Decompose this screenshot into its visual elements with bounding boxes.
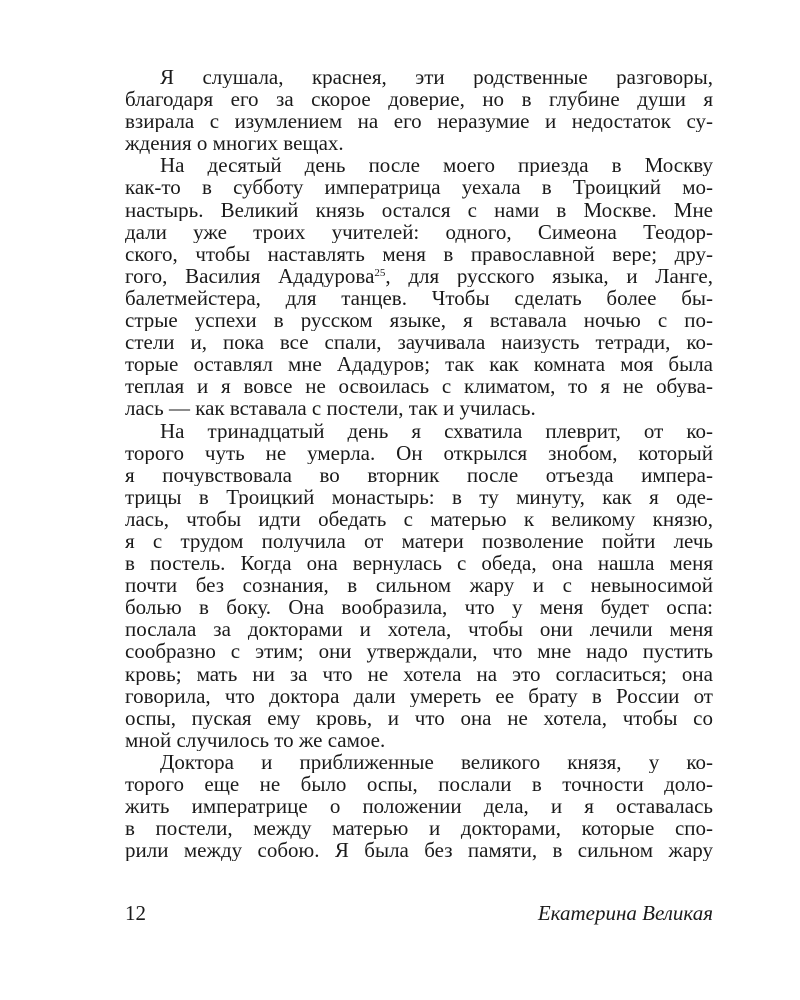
text-line: торого чуть не умерла. Он открылся знобом, который: [125, 441, 713, 464]
text-line: торого еще не было оспы, послали в точности доло-: [125, 773, 713, 796]
running-title: Екатерина Великая: [537, 901, 713, 925]
text-line: говорила, что доктора дали умереть ее брату в России от: [125, 684, 713, 707]
text-segment: , для русского языка, и Ланге,: [385, 264, 713, 287]
paragraph-1: [125, 66, 713, 154]
text-line: Я слушала, краснея, эти родственные разговоры,: [160, 66, 713, 89]
paragraph-3: [125, 420, 713, 751]
text-line: взирала с изумлением на его неразумие и недостаток су-: [125, 110, 713, 133]
text-line: послала за докторами и хотела, чтобы они лечили меня: [125, 618, 713, 641]
footnote-marker[interactable]: 25: [374, 266, 386, 279]
text-line: стрые успехи в русском языке, я вставала ночью с по-: [125, 309, 713, 332]
text-line: я почувствовала во вторник после отъезда импера-: [125, 463, 713, 486]
text-line: болью в боку. Она вообразила, что у меня будет оспа:: [125, 596, 713, 619]
text-line: На тринадцатый день я схватила плеврит, от ко-: [160, 419, 713, 442]
text-segment: гого, Василия Ададурова: [125, 264, 375, 287]
text-line: мной случилось то же самое.: [125, 728, 386, 751]
text-line: торые оставлял мне Ададуров; так как комната моя была: [125, 353, 713, 376]
text-line-with-footnote: [125, 265, 713, 287]
page-footer: [125, 900, 713, 926]
text-line: почти без сознания, в сильном жару и с невыносимой: [125, 574, 713, 597]
text-line: Доктора и приближенные великого князя, у ко-: [160, 750, 713, 773]
text-line: в постель. Когда она вернулась с обеда, она нашла меня: [125, 552, 713, 575]
book-page-text: [125, 66, 713, 861]
text-line: ского, чтобы наставлять меня в православной вере; дру-: [125, 242, 713, 265]
text-line: теплая и я вовсе не освоилась с климатом, то я не обува-: [125, 375, 713, 398]
text-line: стели и, пока все спали, заучивала наизусть тетради, ко-: [125, 331, 713, 354]
text-line: оспы, пуская ему кровь, и что она не хотела, чтобы со: [125, 706, 713, 729]
text-line: дали уже троих учителей: одного, Симеона Теодор-: [125, 220, 713, 243]
text-line: я с трудом получила от матери позволение пойти лечь: [125, 529, 713, 553]
page-number: 12: [125, 901, 146, 925]
text-line: лась, чтобы идти обедать с матерью к великому князю,: [125, 507, 713, 530]
text-line: сообразно с этим; они утверждали, что мне надо пустить: [125, 640, 713, 663]
text-line: лась — как вставала с постели, так и училась.: [125, 397, 536, 420]
text-line: кровь; мать ни за что не хотела на это согласиться; она: [125, 662, 713, 685]
text-line: в постели, между матерью и докторами, которые спо-: [125, 817, 713, 840]
text-line: настырь. Великий князь остался с нами в Москве. Мне: [125, 198, 713, 221]
text-line: рили между собою. Я была без памяти, в сильном жару: [125, 839, 713, 862]
text-line: балетмейстера, для танцев. Чтобы сделать более бы-: [125, 286, 713, 310]
text-line: благодаря его за скорое доверие, но в глубине души я: [125, 88, 713, 111]
text-line: ждения о многих вещах.: [125, 132, 344, 155]
paragraph-4: [125, 751, 713, 861]
text-line: как-то в субботу императрица уехала в Троицкий мо-: [125, 176, 713, 199]
text-line: На десятый день после моего приезда в Москву: [160, 154, 713, 177]
text-line: трицы в Троицкий монастырь: в ту минуту, как я оде-: [125, 485, 713, 508]
paragraph-2: [125, 154, 713, 419]
text-line: жить императрице о положении дела, и я оставалась: [125, 795, 713, 818]
